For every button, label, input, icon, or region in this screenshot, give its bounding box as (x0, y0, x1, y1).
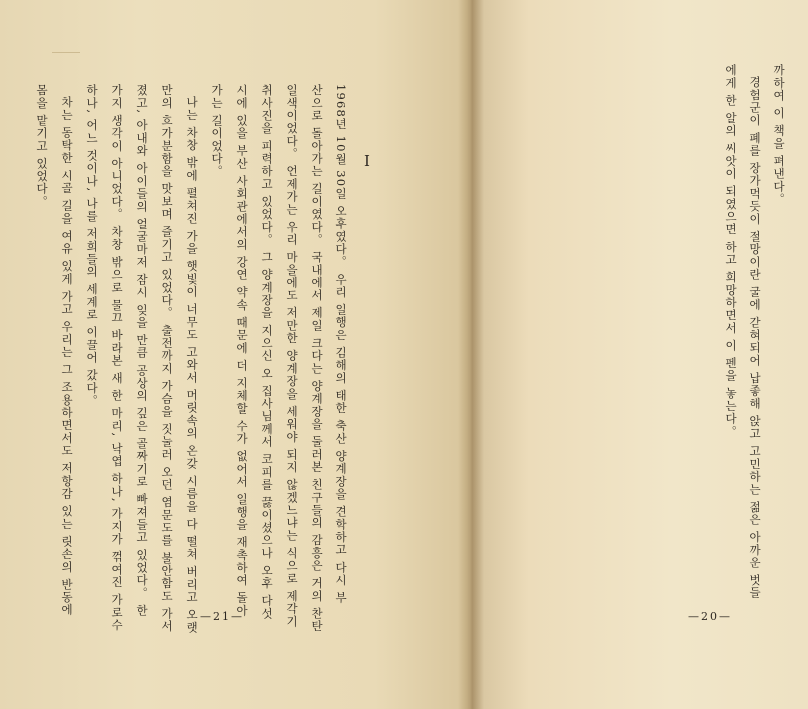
text-line: 몸을 맡기고 있었다。 (35, 84, 49, 209)
text-line: 가는 길이었다。 (210, 84, 224, 178)
text-line: 1968년 10월 30일 오후였다。 우리 일행은 김해의 태한 축산 양계장을 견학하고 다시 부 (334, 84, 348, 605)
text-line: 까하여 이 책을 펴낸다。 (772, 64, 786, 206)
text-line: 에게 한 알의 씨앗이 되였으면 하고 희망하면서 이 펜을 놓는다。 (724, 64, 738, 438)
text-line: 시에 있을 부산 사회관에서의 강연 약속 때문에 더 지체할 수가 없어서 일행을 재촉하여 돌아 (235, 84, 249, 618)
book-gutter (458, 0, 484, 709)
text-line: 하나, 어느 것이나, 나를 저희들의 세계로 이끌어 갔다。 (85, 84, 99, 408)
decorative-rule (52, 52, 80, 53)
text-line: 가지 생각이 아니었다。 차창 밖으로 물끄 바라본 새 한 마리, 낙엽 하나, 가지가 꺾여진 가로수 (110, 84, 124, 632)
right-page (468, 0, 808, 709)
text-line: 경험군이 폐를 장가먹듯이 절망이란 굴에 갇혀되어 납좋해 앉고 고민하는 젊은 아까운 벗들 (748, 76, 762, 600)
chapter-mark: I (364, 152, 370, 170)
text-line: 졌고, 아내와 아이들의 얼굴마저 잠시 잊을 만큼 공상의 깊은 골짜기로 빠져들고 있었다。 한 (135, 84, 149, 618)
page-number: —21— (200, 610, 244, 623)
text-line: 산으로 돌아가는 길이였다。 국내에서 제일 크다는 양계장을 둘러본 친구들의 감흥은 거의 찬탄 (310, 84, 324, 633)
page-number: —20— (688, 610, 732, 623)
text-line: 나는 차창 밖에 펼쳐진 가을 햇빛이 너무도 고와서 머릿속의 온갖 시름을 다 떨쳐 버리고 오랫 (185, 96, 199, 634)
text-line: 차는 동탁한 시골 길을 여유 있게 가고 우리는 그 조용하면서도 저항감 있는 릿손의 반동에 (60, 96, 74, 617)
text-line: 취사진을 피력하고 있었다。 그 양계장을 지으신 오 집사님께서 코피를 끓이셨으나 오후 다섯 (260, 84, 274, 621)
text-line: 일색이었다。 언제가는 우리 마을에도 저만한 양계장을 세워야 되지 않겠느냐는 식으로 제각기 (285, 84, 299, 628)
text-line: 만의 흐가분함을 맛보며 즐기고 있었다。 출전까지 가슴을 짓눌러 오던 염문도를 불안함도 가서 (160, 84, 174, 633)
